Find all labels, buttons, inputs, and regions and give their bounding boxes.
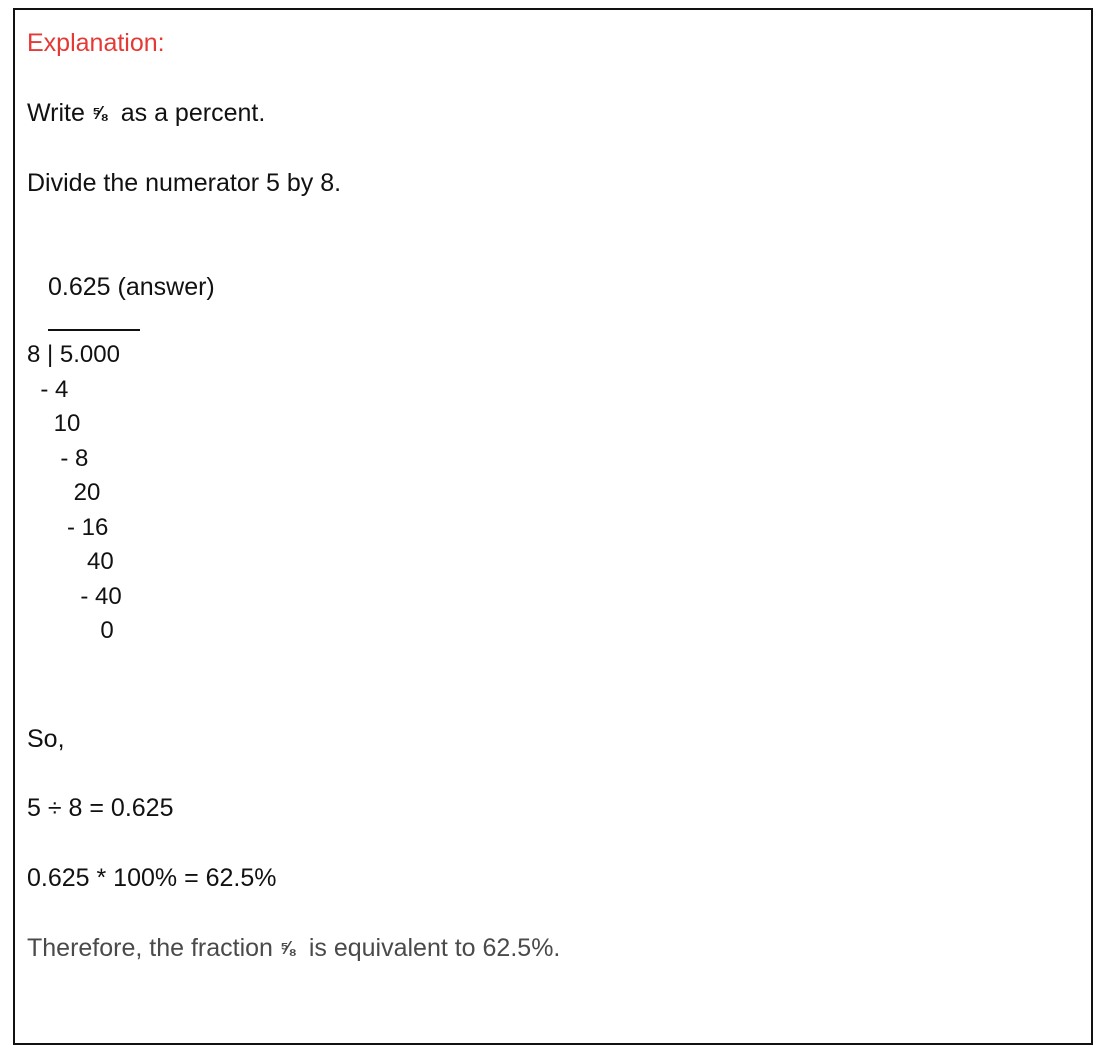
conclusion-text-after: is equivalent to 62.5%. — [294, 934, 561, 962]
equation-percent: 0.625 * 100% = 62.5% — [27, 864, 277, 892]
conclusion-text-before: Therefore, the fraction — [27, 934, 280, 962]
division-step: 10 — [27, 410, 81, 437]
so-label: So, — [27, 725, 65, 753]
prompt-text-before: Write — [27, 99, 92, 127]
conclusion-line — [27, 933, 560, 963]
division-step: 20 — [27, 479, 101, 506]
explanation-heading: Explanation: — [27, 29, 165, 57]
division-step: 0 — [27, 617, 114, 644]
divide-instruction: Divide the numerator 5 by 8. — [27, 169, 342, 197]
prompt-line — [27, 98, 265, 128]
division-quotient: 0.625 (answer) — [48, 273, 215, 301]
division-step: 40 — [27, 548, 114, 575]
division-step: - 40 — [27, 583, 122, 610]
prompt-text-after: as a percent. — [106, 99, 266, 127]
division-step: - 4 — [27, 376, 69, 403]
division-bar — [48, 329, 140, 331]
division-step: - 8 — [27, 445, 89, 472]
explanation-panel — [13, 8, 1093, 1045]
division-step: 8 | 5.000 — [27, 341, 120, 368]
equation-division: 5 ÷ 8 = 0.625 — [27, 794, 174, 822]
division-step: - 16 — [27, 514, 109, 541]
prompt-fraction: ⅝ — [91, 103, 107, 123]
conclusion-fraction: ⅝ — [279, 938, 295, 958]
